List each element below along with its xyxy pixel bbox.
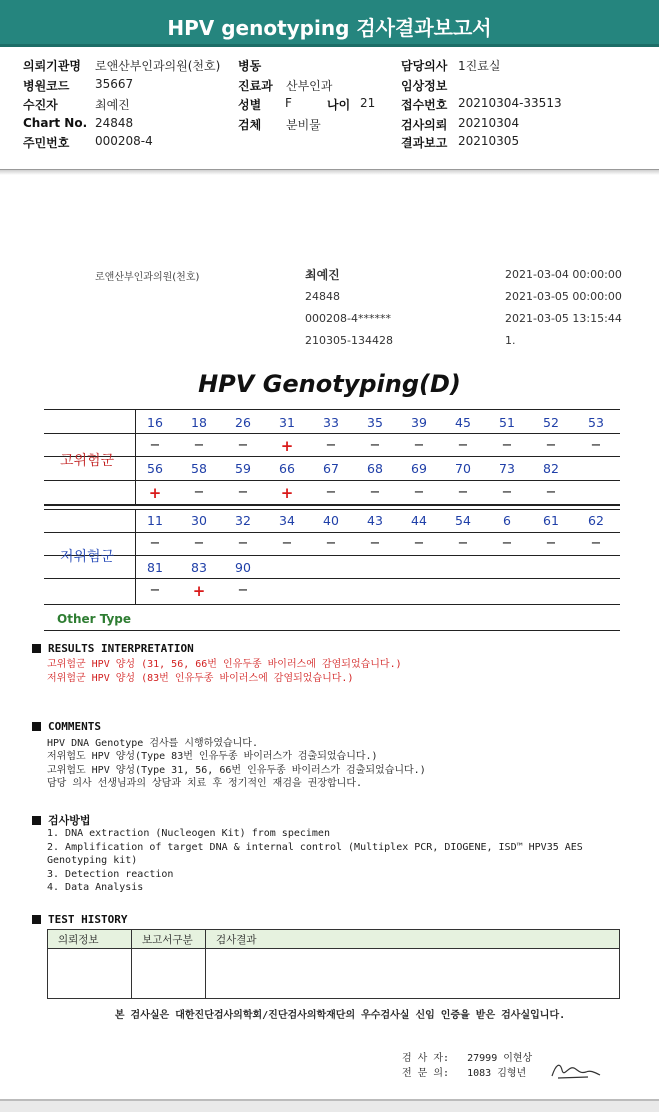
history-heading bbox=[32, 913, 127, 926]
high-risk-result-16: − bbox=[149, 438, 161, 453]
low-risk-type-32: 32 bbox=[235, 513, 251, 528]
high-risk-type-31: 31 bbox=[279, 415, 295, 430]
history-cell bbox=[132, 949, 206, 999]
low-risk-result-6: − bbox=[501, 536, 513, 551]
high-risk-type-69: 69 bbox=[411, 461, 427, 476]
grid-group-divider bbox=[44, 504, 620, 506]
panel-shadow bbox=[0, 170, 659, 175]
examiner-row bbox=[402, 1049, 532, 1064]
high-risk-result-82: − bbox=[545, 485, 557, 500]
square-bullet-icon bbox=[32, 722, 41, 731]
grid-line bbox=[44, 456, 620, 457]
other-type-label: Other Type bbox=[57, 612, 132, 626]
high-risk-result-68: − bbox=[369, 485, 381, 500]
high-risk-type-16: 16 bbox=[147, 415, 163, 430]
header-bar bbox=[0, 0, 659, 47]
high-risk-result-26: − bbox=[237, 438, 249, 453]
high-risk-type-33: 33 bbox=[323, 415, 339, 430]
specimen-value: 분비물 bbox=[286, 118, 321, 132]
page-number: 1. bbox=[505, 334, 516, 347]
patient-name: 최예진 bbox=[305, 268, 340, 282]
high-risk-result-56: + bbox=[148, 484, 162, 502]
test-req-value: 20210304 bbox=[458, 116, 520, 130]
low-risk-result-11: − bbox=[149, 536, 161, 551]
specialist-row bbox=[402, 1064, 526, 1079]
low-risk-type-61: 61 bbox=[543, 513, 559, 528]
high-risk-result-39: − bbox=[413, 438, 425, 453]
low-risk-type-11: 11 bbox=[147, 513, 163, 528]
id-value: 000208-4 bbox=[95, 134, 153, 148]
examiner-value: 27999 이현상 bbox=[467, 1053, 533, 1064]
info-row-3 bbox=[0, 96, 659, 114]
results-heading bbox=[32, 642, 194, 655]
high-risk-result-31: + bbox=[280, 437, 294, 455]
ward-label: 병동 bbox=[238, 59, 262, 73]
test-req-label: 검사의뢰 bbox=[401, 118, 448, 132]
specialist-label: 전 문 의: bbox=[402, 1068, 450, 1079]
chart-value: 24848 bbox=[95, 116, 134, 130]
comments-heading bbox=[32, 720, 101, 733]
req-inst-value: 로앤산부인과의원(천호) bbox=[95, 59, 221, 73]
grid-vertical-line bbox=[135, 509, 136, 604]
results-line-1: 고위험군 HPV 양성 (31, 56, 66번 인유두종 바이러스에 감염되었습니다.) bbox=[47, 659, 402, 670]
low-risk-type-81: 81 bbox=[147, 560, 163, 575]
history-cell bbox=[206, 949, 620, 999]
report-title: HPV genotyping 검사결과보고서 bbox=[167, 16, 492, 40]
high-risk-type-68: 68 bbox=[367, 461, 383, 476]
low-risk-result-81: − bbox=[149, 583, 161, 598]
high-risk-label: 고위험군 bbox=[60, 453, 115, 469]
results-line-2: 저위험군 HPV 양성 (83번 인유두종 바이러스에 감염되었습니다.) bbox=[47, 673, 354, 684]
low-risk-result-30: − bbox=[193, 536, 205, 551]
dept-value: 산부인과 bbox=[286, 79, 333, 93]
method-line-3: 3. Detection reaction bbox=[47, 869, 174, 880]
method-line-1: 1. DNA extraction (Nucleogen Kit) from specimen bbox=[47, 828, 330, 839]
req-inst-label: 의뢰기관명 bbox=[23, 59, 81, 73]
high-risk-type-18: 18 bbox=[191, 415, 207, 430]
chart-label: Chart No. bbox=[23, 116, 88, 130]
hosp-code-label: 병원코드 bbox=[23, 79, 70, 93]
grid-top-line bbox=[44, 409, 620, 410]
info-row-2 bbox=[0, 77, 659, 95]
comment-line-2: 저위험도 HPV 양성(Type 83번 인유두종 바이러스가 검출되었습니다.) bbox=[47, 751, 378, 762]
info-row-5 bbox=[0, 134, 659, 152]
high-risk-result-59: − bbox=[237, 485, 249, 500]
low-risk-type-83: 83 bbox=[191, 560, 207, 575]
sample-number: 210305-134428 bbox=[305, 334, 393, 347]
high-risk-result-70: − bbox=[457, 485, 469, 500]
patient-info-panel bbox=[0, 50, 659, 170]
low-risk-result-90: − bbox=[237, 583, 249, 598]
high-risk-type-51: 51 bbox=[499, 415, 515, 430]
patient-id-masked: 000208-4****** bbox=[305, 312, 391, 325]
high-risk-type-52: 52 bbox=[543, 415, 559, 430]
grid-line bbox=[44, 555, 620, 556]
method-line-4: 4. Data Analysis bbox=[47, 882, 144, 893]
method-heading-text: 검사방법 bbox=[48, 814, 91, 827]
sex-value: F bbox=[285, 96, 292, 110]
low-risk-label: 저위험군 bbox=[60, 549, 115, 565]
grid-line bbox=[44, 509, 620, 510]
history-cell bbox=[48, 949, 132, 999]
high-risk-type-45: 45 bbox=[455, 415, 471, 430]
low-risk-type-30: 30 bbox=[191, 513, 207, 528]
high-risk-result-66: + bbox=[280, 484, 294, 502]
genotyping-title: HPV Genotyping(D) bbox=[198, 370, 461, 398]
history-col-request: 의뢰정보 bbox=[48, 930, 132, 949]
high-risk-type-70: 70 bbox=[455, 461, 471, 476]
institution-name: 로앤산부인과의원(천호) bbox=[95, 272, 200, 283]
low-risk-result-43: − bbox=[369, 536, 381, 551]
low-risk-result-54: − bbox=[457, 536, 469, 551]
history-heading-text: TEST HISTORY bbox=[48, 913, 128, 926]
results-heading-text: RESULTS INTERPRETATION bbox=[48, 642, 194, 655]
low-risk-type-44: 44 bbox=[411, 513, 427, 528]
high-risk-type-73: 73 bbox=[499, 461, 515, 476]
patient-label: 수진자 bbox=[23, 98, 58, 112]
grid-line bbox=[44, 604, 620, 605]
info-row-4 bbox=[0, 116, 659, 134]
high-risk-type-59: 59 bbox=[235, 461, 251, 476]
high-risk-type-67: 67 bbox=[323, 461, 339, 476]
low-risk-type-43: 43 bbox=[367, 513, 383, 528]
high-risk-result-52: − bbox=[545, 438, 557, 453]
comment-line-3: 고위험도 HPV 양성(Type 31, 56, 66번 인유두종 바이러스가 검출되었습니다.) bbox=[47, 765, 426, 776]
low-risk-type-34: 34 bbox=[279, 513, 295, 528]
low-risk-result-40: − bbox=[325, 536, 337, 551]
comments-heading-text: COMMENTS bbox=[48, 720, 101, 733]
low-risk-result-61: − bbox=[545, 536, 557, 551]
low-risk-result-32: − bbox=[237, 536, 249, 551]
low-risk-result-62: − bbox=[590, 536, 602, 551]
grid-line bbox=[44, 480, 620, 481]
history-row bbox=[48, 949, 620, 999]
high-risk-type-82: 82 bbox=[543, 461, 559, 476]
low-risk-type-90: 90 bbox=[235, 560, 251, 575]
low-risk-result-44: − bbox=[413, 536, 425, 551]
high-risk-type-66: 66 bbox=[279, 461, 295, 476]
grid-line bbox=[44, 433, 620, 434]
square-bullet-icon bbox=[32, 644, 41, 653]
result-rep-value: 20210305 bbox=[458, 134, 520, 148]
info-row-1 bbox=[0, 57, 659, 75]
high-risk-type-35: 35 bbox=[367, 415, 383, 430]
method-line-2: 2. Amplification of target DNA & internal control (Multiplex PCR, DIOGENE, ISD™ HPV35 AES bbox=[47, 842, 583, 853]
result-rep-label: 결과보고 bbox=[401, 136, 448, 150]
low-risk-result-34: − bbox=[281, 536, 293, 551]
dept-label: 진료과 bbox=[238, 79, 273, 93]
grid-vertical-line bbox=[135, 409, 136, 505]
high-risk-result-69: − bbox=[413, 485, 425, 500]
doctor-value: 1진료실 bbox=[458, 59, 501, 73]
sex-label: 성별 bbox=[238, 98, 262, 112]
patient-chart: 24848 bbox=[305, 290, 340, 303]
high-risk-type-58: 58 bbox=[191, 461, 207, 476]
high-risk-result-51: − bbox=[501, 438, 513, 453]
bottom-bar bbox=[0, 1101, 659, 1112]
date-tested: 2021-03-05 00:00:00 bbox=[505, 290, 622, 303]
age-label: 나이 bbox=[327, 98, 351, 112]
high-risk-result-73: − bbox=[501, 485, 513, 500]
history-table bbox=[47, 929, 620, 999]
date-reported: 2021-03-05 13:15:44 bbox=[505, 312, 622, 325]
doctor-label: 담당의사 bbox=[401, 59, 448, 73]
id-label: 주민번호 bbox=[23, 136, 70, 150]
hosp-code-value: 35667 bbox=[95, 77, 134, 91]
high-risk-result-33: − bbox=[325, 438, 337, 453]
high-risk-result-35: − bbox=[369, 438, 381, 453]
age-value: 21 bbox=[360, 96, 376, 110]
square-bullet-icon bbox=[32, 915, 41, 924]
date-received: 2021-03-04 00:00:00 bbox=[505, 268, 622, 281]
comment-line-1: HPV DNA Genotype 검사를 시행하였습니다. bbox=[47, 738, 258, 749]
low-risk-type-62: 62 bbox=[588, 513, 604, 528]
high-risk-type-53: 53 bbox=[588, 415, 604, 430]
high-risk-type-56: 56 bbox=[147, 461, 163, 476]
receipt-label: 접수번호 bbox=[401, 98, 448, 112]
high-risk-result-58: − bbox=[193, 485, 205, 500]
accreditation-note: 본 검사실은 대한진단검사의학회/진단검사의학재단의 우수검사실 신임 인증을 받은 검사실입니다. bbox=[114, 1010, 566, 1021]
low-risk-type-6: 6 bbox=[503, 513, 511, 528]
method-line-2b: Genotyping kit) bbox=[47, 855, 138, 866]
examiner-label: 검 사 자: bbox=[402, 1053, 450, 1064]
high-risk-type-26: 26 bbox=[235, 415, 251, 430]
grid-line bbox=[44, 578, 620, 579]
comment-line-4: 담당 의사 선생님과의 상담과 치료 후 정기적인 재검을 권장합니다. bbox=[47, 778, 363, 789]
history-col-result: 검사결과 bbox=[206, 930, 620, 949]
high-risk-type-39: 39 bbox=[411, 415, 427, 430]
square-bullet-icon bbox=[32, 816, 41, 825]
high-risk-result-18: − bbox=[193, 438, 205, 453]
patient-value: 최예진 bbox=[95, 98, 130, 112]
signature-icon bbox=[548, 1058, 604, 1082]
receipt-value: 20210304-33513 bbox=[458, 96, 562, 110]
high-risk-result-45: − bbox=[457, 438, 469, 453]
clinical-label: 임상정보 bbox=[401, 79, 448, 93]
specialist-value: 1083 김형년 bbox=[467, 1068, 527, 1079]
high-risk-result-67: − bbox=[325, 485, 337, 500]
grid-bottom-line bbox=[44, 630, 620, 631]
low-risk-type-40: 40 bbox=[323, 513, 339, 528]
low-risk-type-54: 54 bbox=[455, 513, 471, 528]
method-heading bbox=[32, 812, 91, 828]
history-col-report-type: 보고서구분 bbox=[132, 930, 206, 949]
grid-line bbox=[44, 532, 620, 533]
low-risk-result-83: + bbox=[192, 582, 206, 600]
high-risk-result-53: − bbox=[590, 438, 602, 453]
history-header-row bbox=[48, 930, 620, 949]
specimen-label: 검체 bbox=[238, 118, 262, 132]
